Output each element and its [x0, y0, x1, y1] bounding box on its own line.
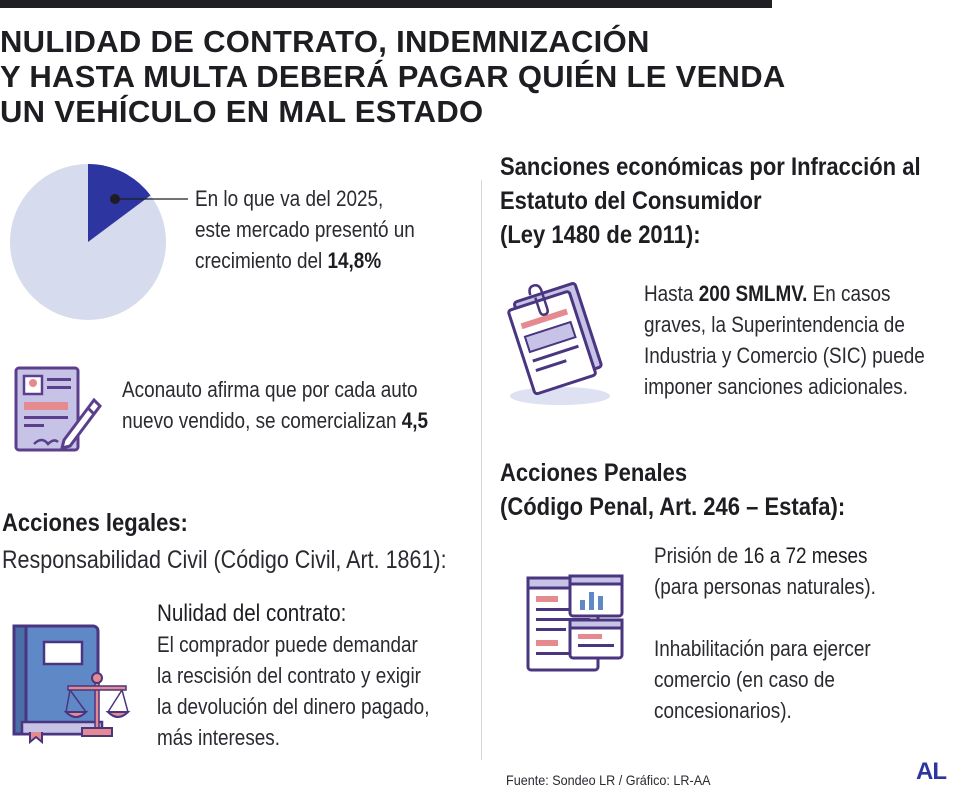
sanctions-line-2: graves, la Superintendencia de: [644, 312, 905, 337]
market-line-1: En lo que va del 2025,: [195, 186, 384, 211]
sanctions-heading-line-2: Estatuto del Consumidor: [500, 187, 762, 215]
source-note: Fuente: Sondeo LR / Gráfico: LR-AA: [506, 772, 711, 788]
year-value: 2025: [335, 186, 379, 211]
column-divider: [481, 180, 482, 760]
growth-value: 14,8%: [327, 248, 382, 273]
nullity-line-2: la rescisión del contrato y exigir: [157, 663, 421, 688]
prison-term: 16 a 72 meses: [743, 543, 868, 568]
penal-line-2: (para personas naturales).: [654, 574, 876, 599]
market-line-3: crecimiento del 14,8%: [195, 248, 382, 273]
sanctions-text: [644, 278, 960, 402]
contract-document-icon: [14, 366, 104, 456]
sanctions-heading-line-1: Sanciones económicas por Infracción al: [500, 153, 921, 181]
market-line-2: este mercado presentó un: [195, 217, 415, 242]
nullity-block: [157, 598, 475, 753]
aconauto-line-1: Aconauto afirma que por cada auto: [122, 377, 418, 402]
brand-logo: AL: [916, 758, 946, 785]
penal-line-3: Inhabilitación para ejercer: [654, 636, 871, 661]
penal-line-4: comercio (en caso de: [654, 667, 835, 692]
sanctions-heading: [500, 150, 940, 252]
ratio-value: 4,5: [401, 408, 429, 433]
sanctions-line-4: imponer sanciones adicionales.: [644, 374, 908, 399]
top-rule: [0, 0, 772, 8]
document-stack-icon: [505, 278, 615, 408]
title-line-2: Y HASTA MULTA DEBERÁ PAGAR QUIÉN LE VENDA: [0, 59, 786, 94]
penal-line-1: Prisión de 16 a 72 meses: [654, 543, 868, 568]
aconauto-text: [122, 374, 457, 436]
sanction-amount: 200 SMLMV.: [698, 281, 808, 306]
nullity-line-1: El comprador puede demandar: [157, 632, 418, 657]
market-growth-text: [195, 183, 444, 276]
title-line-1: NULIDAD DE CONTRATO, INDEMNIZACIÓN: [0, 24, 650, 59]
sanctions-line-1: Hasta 200 SMLMV. En casos: [644, 281, 891, 306]
law-book-scales-icon: [10, 620, 135, 745]
report-sheets-icon: [526, 574, 626, 674]
sanctions-line-3: Industria y Comercio (SIC) puede: [644, 343, 925, 368]
market-growth-pie: [8, 162, 168, 322]
nullity-title: Nulidad del contrato:: [157, 600, 347, 627]
aconauto-line-2: nuevo vendido, se comercializan 4,5: [122, 408, 429, 433]
penal-text: [654, 540, 960, 726]
penal-line-5: concesionarios).: [654, 698, 792, 723]
page-title: [0, 24, 820, 129]
sanctions-heading-line-3: (Ley 1480 de 2011):: [500, 221, 701, 249]
penal-heading: [500, 456, 896, 524]
nullity-line-4: más intereses.: [157, 725, 281, 750]
legal-heading: Acciones legales:: [2, 509, 188, 537]
legal-subheading: Responsabilidad Civil (Código Civil, Art. 1861):: [2, 546, 447, 574]
pie-callout-extension: [168, 198, 188, 200]
penal-heading-line-1: Acciones Penales: [500, 459, 688, 487]
title-line-3: UN VEHÍCULO EN MAL ESTADO: [0, 94, 484, 129]
nullity-line-3: la devolución del dinero pagado,: [157, 694, 430, 719]
penal-heading-line-2: (Código Penal, Art. 246 – Estafa):: [500, 493, 846, 521]
